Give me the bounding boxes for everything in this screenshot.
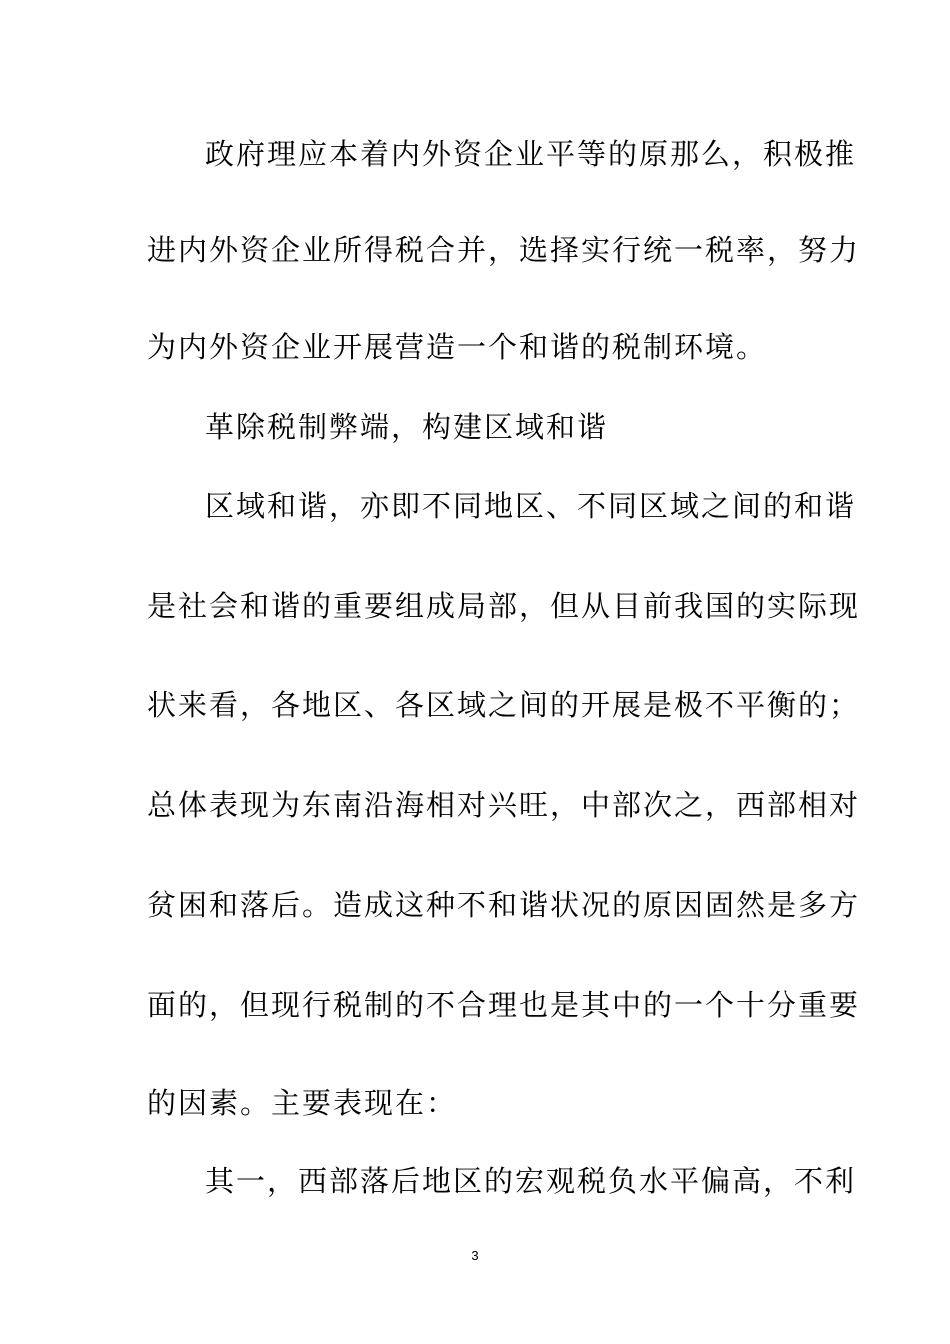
paragraph-line: 区域和谐，亦即不同地区、不同区域之间的和谐 — [205, 489, 857, 523]
paragraph-line: 贫困和落后。造成这种不和谐状况的原因固然是多方 — [147, 888, 861, 922]
paragraph-line: 进内外资企业所得税合并，选择实行统一税率，努力 — [147, 233, 861, 267]
paragraph-line: 其一，西部落后地区的宏观税负水平偏高，不利 — [205, 1164, 857, 1198]
paragraph-line: 面的，但现行税制的不合理也是其中的一个十分重要 — [147, 988, 861, 1022]
paragraph-line: 为内外资企业开展营造一个和谐的税制环境。 — [147, 330, 768, 364]
paragraph-line: 是社会和谐的重要组成局部，但从目前我国的实际现 — [147, 589, 861, 623]
paragraph-line: 的因素。主要表现在： — [147, 1086, 458, 1120]
paragraph-line: 政府理应本着内外资企业平等的原那么，积极推 — [205, 137, 857, 171]
paragraph-line: 状来看，各地区、各区域之间的开展是极不平衡的； — [147, 688, 861, 722]
page-number: 3 — [471, 1248, 479, 1263]
section-heading: 革除税制弊端，构建区域和谐 — [205, 410, 609, 444]
paragraph-line: 总体表现为东南沿海相对兴旺，中部次之，西部相对 — [147, 788, 861, 822]
